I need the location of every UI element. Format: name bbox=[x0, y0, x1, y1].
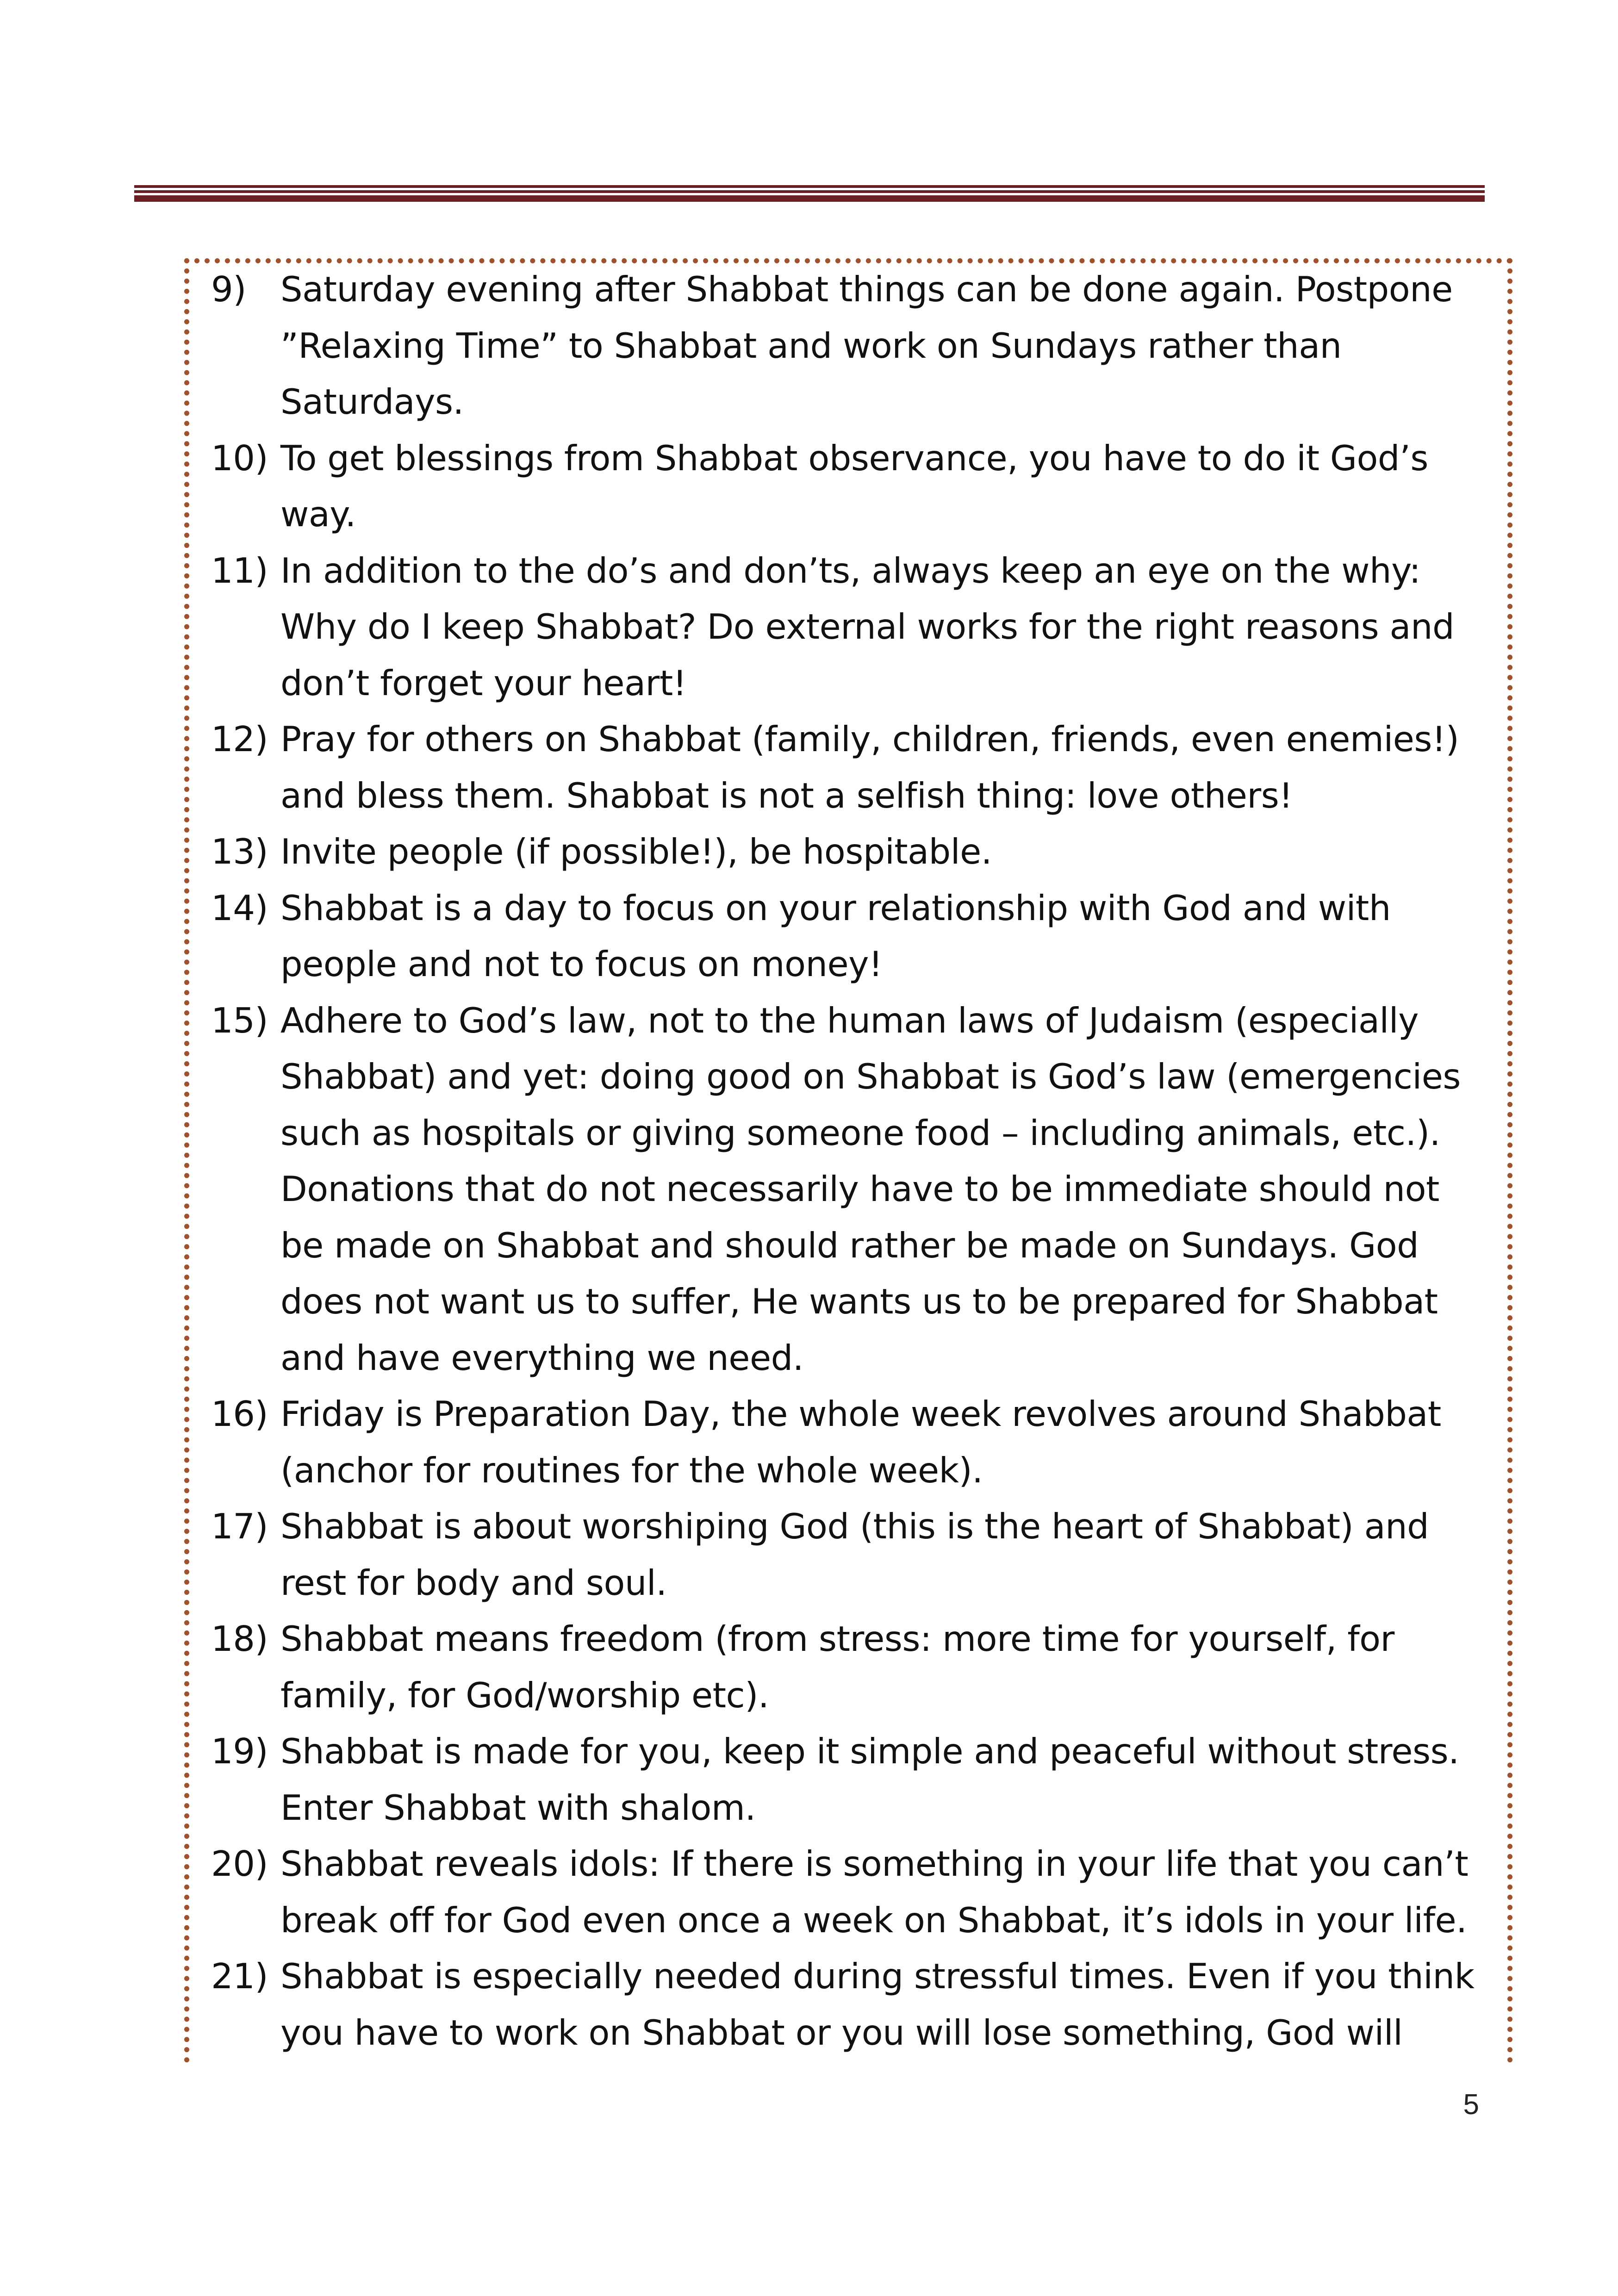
list-item-number: 12) bbox=[211, 719, 268, 759]
list-item-text: Shabbat is especially needed during stressful times. Even if you think you have to work on Shabbat or you will lose something, God will bbox=[280, 1956, 1475, 2053]
list-item-number: 10) bbox=[211, 437, 268, 479]
list-item-number: 20) bbox=[211, 1843, 268, 1884]
list-item-text: Shabbat is about worshiping God (this is the heart of Shabbat) and rest for body and soul. bbox=[280, 1506, 1429, 1603]
list-item bbox=[211, 1386, 1488, 1499]
header-rule-line bbox=[134, 185, 1485, 188]
list-item-number: 15) bbox=[211, 1000, 268, 1041]
page-number: 5 bbox=[1463, 2089, 1479, 2121]
list-item bbox=[211, 993, 1488, 1387]
list-item bbox=[211, 261, 1488, 430]
list-item-number: 14) bbox=[211, 887, 268, 928]
list-item-number: 16) bbox=[211, 1394, 268, 1434]
list-item-text: Shabbat is made for you, keep it simple and peaceful without stress. Enter Shabbat with shalom. bbox=[280, 1731, 1459, 1828]
list-item bbox=[211, 1836, 1488, 1948]
list-item-text: Saturday evening after Shabbat things can be done again. Postpone ”Relaxing Time” to Shabbat and work on Sundays rather than Saturdays. bbox=[280, 269, 1453, 422]
list-item-text: Invite people (if possible!), be hospitable. bbox=[280, 831, 992, 872]
shabbat-points-list bbox=[211, 261, 1488, 2061]
list-item bbox=[211, 1611, 1488, 1724]
list-item-number: 11) bbox=[211, 550, 268, 591]
header-rule-line bbox=[134, 195, 1485, 202]
list-item-text: In addition to the do’s and don’ts, always keep an eye on the why: Why do I keep Shabbat? Do external works for the right reasons and don’t forget your heart! bbox=[280, 550, 1455, 703]
list-item-number: 19) bbox=[211, 1731, 268, 1772]
list-item-text: Shabbat reveals idols: If there is something in your life that you can’t break off for God even once a week on Shabbat, it’s idols in your life. bbox=[280, 1843, 1469, 1941]
list-item-text: Shabbat is a day to focus on your relationship with God and with people and not to focus on money! bbox=[280, 887, 1391, 984]
list-item bbox=[211, 543, 1488, 712]
list-item bbox=[211, 1724, 1488, 1836]
list-item-text: Friday is Preparation Day, the whole week revolves around Shabbat (anchor for routines for the whole week). bbox=[280, 1394, 1441, 1491]
list-item bbox=[211, 880, 1488, 993]
list-item bbox=[211, 824, 1488, 880]
list-item-number: 9) bbox=[211, 269, 246, 310]
list-item-number: 18) bbox=[211, 1618, 268, 1659]
header-rule-line bbox=[134, 190, 1485, 193]
list-item-text: Pray for others on Shabbat (family, children, friends, even enemies!) and bless them. Shabbat is not a selfish thing: love others! bbox=[280, 719, 1459, 816]
list-item-text: Adhere to God’s law, not to the human laws of Judaism (especially Shabbat) and yet: doing good on Shabbat is God’s law (emergencies such as hospitals or giving someone food – including animals, etc.). Donations that do not necessarily have to be immediate should not be made on Shabbat and should rather be made on Sundays. God does not want us to suffer, He wants us to be prepared for Shabbat and have everything we need. bbox=[280, 1000, 1461, 1378]
list-item-text: To get blessings from Shabbat observance, you have to do it God’s way. bbox=[280, 437, 1428, 535]
list-item-text: Shabbat means freedom (from stress: more time for yourself, for family, for God/worship etc). bbox=[280, 1618, 1394, 1716]
list-item bbox=[211, 1948, 1488, 2061]
header-rule bbox=[134, 185, 1485, 202]
list-item bbox=[211, 711, 1488, 824]
list-item-number: 17) bbox=[211, 1506, 268, 1547]
list-item-number: 21) bbox=[211, 1956, 268, 1997]
list-item-number: 13) bbox=[211, 831, 268, 872]
list-item bbox=[211, 1499, 1488, 1611]
list-item bbox=[211, 430, 1488, 543]
